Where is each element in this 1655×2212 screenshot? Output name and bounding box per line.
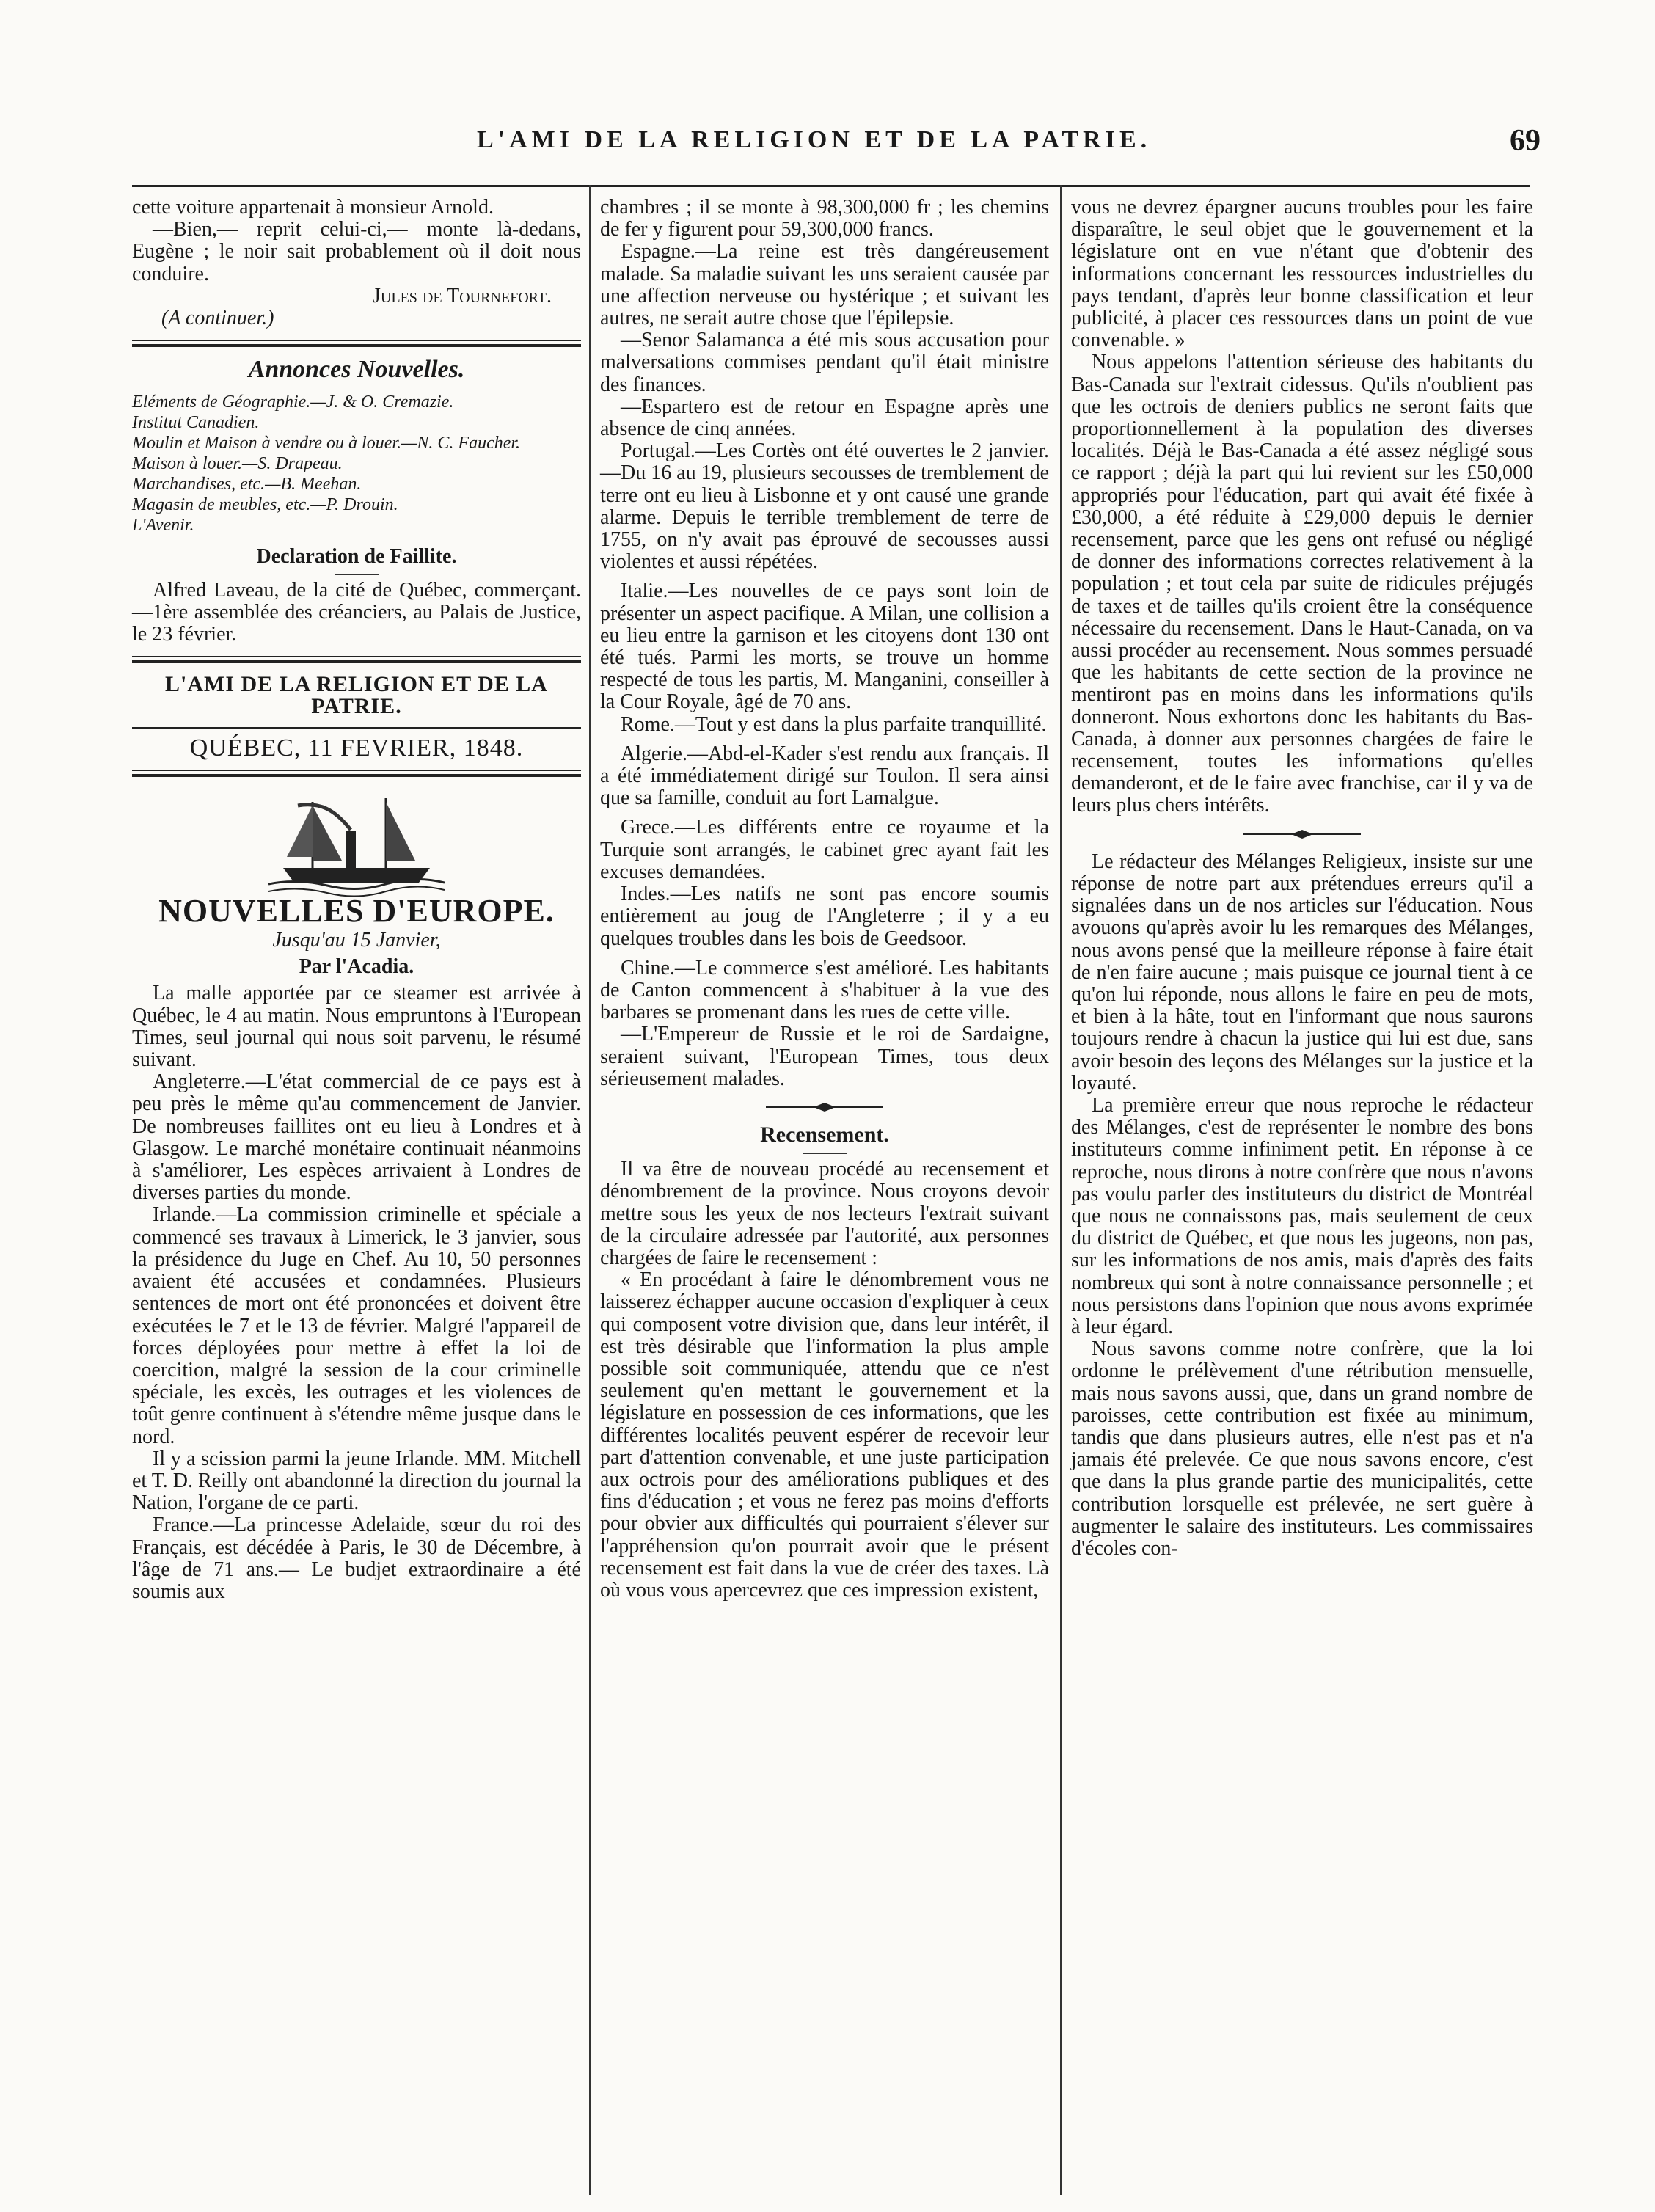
column-3: [1071, 197, 1533, 1560]
paragraph: Il va être de nouveau procédé au recensement et dénombrement de la province. Nous croyons devoir mettre sous les yeux de nos lecteurs l'extrait suivant de la circulaire adressée par l'autorité, aux personnes chargées de faire le recensement :: [600, 1158, 1049, 1269]
masthead: L'AMI DE LA RELIGION ET DE LA PATRIE.: [165, 672, 548, 719]
news-item-irlande: Irlande.—La commission criminelle et spéciale a commencé ses travaux à Limerick, le 3 janvier, sous la présidence du Juge en Chef. Au 10, 50 personnes avaient été accusées et condamnées. Plusieurs sentences de mort ont été prononcées et doivent être exécutées le 7 et le 13 de février. Malgré l'appareil de forces déployées pour mettre à effet la loi de coercition, malgré la session de la cour criminelle spéciale, les excès, les outrages et les violences de toût genre continuent à s'étendre même jusque dans le nord.: [132, 1203, 581, 1448]
paragraph: La première erreur que nous reproche le rédacteur des Mélanges, c'est de représenter le nombre des bons instituteurs comme infiniment petit. En réponse à ce reproche, nous dirons à notre confrère que nous n'avons pas voulu parler des instituteurs du district de Montréal que nous ne connaissons pas, mais seulement de ceux du district de Québec, et que nous les jugeons, non pas, sur les informations de nos amis, mais d'après des faits nombreux qui sont à notre connaissance personnelle ; et nous persistons dans l'opinion que nous avons exprimée à leur égard.: [1071, 1093, 1533, 1338]
news-item-indes: Indes.—Les natifs ne sont pas encore soumis entièrement au joug de l'Angleterre ; il y a eu quelques troubles dans les bois de Geedsoor.: [600, 883, 1049, 950]
census-heading: Recensement.: [760, 1122, 889, 1147]
column-2: [600, 197, 1049, 1602]
column-rule-1: [589, 185, 591, 2195]
paragraph: —Senor Salamanca a été mis sous accusation pour malversations commises pendant qu'il était ministre des finances.: [600, 329, 1049, 396]
section-rule: [132, 340, 581, 347]
dateline: QUÉBEC, 11 FEVRIER, 1848.: [189, 734, 524, 762]
news-item-italie: Italie.—Les nouvelles de ce pays sont loin de présenter un aspect pacifique. A Milan, une collision a eu lieu entre la garnison et les citoyens dont 130 ont été tués. Parmi les morts, se trouve un homme respecté de tous les partis, M. Manganini, conseiller à la Cour Royale, âgé de 70 ans.: [600, 580, 1049, 714]
short-separator: [803, 1153, 847, 1154]
short-separator: [335, 574, 379, 575]
paragraph: —Espartero est de retour en Espagne après une absence de cinq années.: [600, 395, 1049, 441]
news-item-algerie: Algerie.—Abd-el-Kader s'est rendu aux français. Il a été immédiatement dirigé sur Toulon. Il sera ainsi que sa famille, conduit au fort Lamalgue.: [600, 742, 1049, 810]
bankruptcy-notice: Alfred Laveau, de la cité de Québec, commerçant.—1ère assemblée des créanciers, au Palais de Justice, le 23 février.: [132, 578, 581, 646]
column-1: [132, 197, 581, 1603]
announcement-item: Marchandises, etc.—B. Meehan.: [132, 475, 362, 494]
paragraph: cette voiture appartenait à monsieur Arnold.: [132, 196, 494, 219]
paragraph: Nous savons comme notre confrère, que la loi ordonne le prélèvement d'une rétribution mensuelle, mais nous savons aussi, que, dans un grand nombre de paroisses, cette contribution est fixée au minimum, tandis que dans plusieurs autres, elle n'est pas et n'a jamais été prelevée. Ce que nous savons encore, c'est que dans la plus grande partie des municipalités, cette contribution lorsquelle est prélevée, ne sert guère à augmenter le salaire des instituteurs. Les commissaires d'écoles con-: [1071, 1337, 1533, 1560]
news-item-rome: Rome.—Tout y est dans la plus parfaite tranquillité.: [621, 712, 1047, 736]
announcement-item: Maison à louer.—S. Drapeau.: [132, 454, 343, 474]
ornament-divider-icon: [1243, 829, 1361, 839]
paragraph: La malle apportée par ce steamer est arrivée à Québec, le 4 au matin. Nous empruntons à l'European Times, seul journal qui nous soit parvenu, le résumé suivant.: [132, 982, 581, 1072]
bankruptcy-heading: Declaration de Faillite.: [256, 545, 457, 569]
europe-news-heading: NOUVELLES D'EUROPE.: [158, 892, 555, 929]
news-item-portugal: Portugal.—Les Cortès ont été ouvertes le 2 janvier.—Du 16 au 19, plusieurs secousses de tremblement de terre ont eu lieu à Lisbonne et y ont causé une grande alarme. Depuis le terrible tremblement de terre de 1755, on n'y avait pas éprouvé de secousses aussi violentes et aussi répétées.: [600, 439, 1049, 574]
header-rule: [132, 185, 1530, 187]
running-title: L'AMI DE LA RELIGION ET DE LA PATRIE.: [477, 126, 1152, 153]
steamship-icon: [268, 787, 445, 897]
news-item-espagne: Espagne.—La reine est très dangéreusement malade. Sa maladie suivant les uns seraient causée par une affection nerveuse ou hystérique ; et suivant les autres, ne serait autre chose que l'épilepsie.: [600, 240, 1049, 330]
paragraph: Le rédacteur des Mélanges Religieux, insiste sur une réponse de notre part aux prétendues erreurs qu'il a signalées dans un de nos articles sur l'éducation. Nous avouons qu'après avoir lu les remarques des Mélanges, nous avons pensé que la meilleure réponse à faire était de n'en faire aucune ; mais puisque ce journal tient à ce qu'on lui réponde, nous allons le faire en peu de mots, et bien à la hâte, tout en l'informant que nous saurons toujours rendre à chacun la justice qui lui est due, sans avoir besoin des leçons des Mélanges sur la justice et la loyauté.: [1071, 850, 1533, 1095]
section-rule: [132, 770, 581, 777]
announcement-item: Eléments de Géographie.—J. & O. Cremazie.: [132, 393, 454, 412]
section-rule: [132, 727, 581, 729]
paragraph: Il y a scission parmi la jeune Irlande. MM. Mitchell et T. D. Reilly ont abandonné la direction du journal la Nation, l'organe de ce parti.: [132, 1447, 581, 1515]
page-header: [132, 123, 1541, 167]
announcements-list: [132, 392, 581, 536]
announcement-item: Institut Canadien.: [132, 413, 260, 433]
census-quote: « En procédant à faire le dénombrement vous ne laisserez échapper aucune occasion d'expliquer à ceux qui composent votre division que, dans leur intérêt, il est très désirable que l'information la plus ample possible soit communiquée, attendu que ce n'est seulement qu'en mettant le gouvernement et la législature en possession de ces informations, que les différentes localités peuvent espérer de recevoir leur part d'attention convenable, et une juste participation aux octrois pour des améliorations publiques et des fins d'éducation ; et vous ne ferez pas moins d'efforts pour obvier aux difficultés qui pourraient s'élever sur l'appréhension qu'on pourrait avoir que le présent recensement est fait dans la vue de créer des taxes. Là où vous vous apercevrez que ces impression existent,: [600, 1269, 1049, 1602]
announcement-item: Moulin et Maison à vendre ou à louer.—N. C. Faucher.: [132, 434, 521, 453]
section-rule: [132, 656, 581, 663]
paragraph: —L'Empereur de Russie et le roi de Sardaigne, seraient suivant, l'European Times, tous deux sérieusement malades.: [600, 1023, 1049, 1090]
news-item-angleterre: Angleterre.—L'état commercial de ce pays est à peu près le même qu'au commencement de Janvier. De nombreuses faillites ont eu lieu à Londres et à Glasgow. Le marché monétaire continuait néanmoins à s'améliorer, Les espèces arrivaient à Londres de diverses parties du monde.: [132, 1070, 581, 1205]
paragraph: —Bien,— reprit celui-ci,— monte là-dedans, Eugène ; le noir sait probablement où il doit nous conduire.: [132, 218, 581, 285]
paragraph: Nous appelons l'attention sérieuse des habitants du Bas-Canada sur l'extrait cidessus. Qu'ils n'oublient pas que les octrois de deniers publics ne seront faits que proportionnellement à la population des diverses localités. Déjà le Bas-Canada a été assez négligé sous ce rapport ; déjà la part qui lui revient sur les £50,000 appropriés pour l'éducation, part qui avait été fixée à £30,000, a été réduite à £29,000 depuis le dernier recensement, parce que les gens ont refusé ou négligé de donner des informations correctes relativement à la population ; et tout cela par suite de ridicules préjugés de taxes et de tailles qu'ils croient être la conséquence nécessaire du recensement. Dans le Haut-Canada, on va aussi procéder au recensement. Nous sommes persuadé que les habitants de cette section de la province ne mentiront pas en moins dans les informations qu'ils donneront. Nous exhortons donc les habitants du Bas-Canada, à donner aux personnes chargées de faire le recensement, toutes les informations qu'elles demanderont, et de le faire avec franchise, car il y va de leurs plus chers intérêts.: [1071, 351, 1533, 817]
announcement-item: Magasin de meubles, etc.—P. Drouin.: [132, 495, 398, 515]
ornament-divider-icon: [766, 1102, 883, 1112]
news-date-range: Jusqu'au 15 Janvier,: [272, 929, 441, 952]
paragraph: vous ne devrez épargner aucuns troubles pour les faire disparaître, le seul objet que le gouvernement et la législature ont en vue n'étant que d'obtenir des informations concernant les ressources industrielles du pays tendant, d'après leur bonne classification et leur publicité, à placer ces ressources dans un point de vue convenable. »: [1071, 196, 1533, 352]
author-signature: Jules de Tournefort.: [373, 284, 552, 307]
announcement-item: L'Avenir.: [132, 516, 194, 536]
column-rule-2: [1060, 185, 1062, 2195]
announcements-heading: Annonces Nouvelles.: [248, 356, 465, 384]
page-number: 69: [1510, 124, 1541, 158]
continuation-note: (A continuer.): [161, 307, 274, 330]
news-item-chine: Chine.—Le commerce s'est amélioré. Les habitants de Canton commencent à s'habituer à la vue des barbares se promenant dans les rues de cette ville.: [600, 956, 1049, 1024]
paragraph: chambres ; il se monte à 98,300,000 fr ; les chemins de fer y figurent pour 59,300,000 francs.: [600, 196, 1049, 241]
news-item-grece: Grece.—Les différents entre ce royaume et la Turquie sont arrangés, le cabinet grec ayant fait les excuses demandées.: [600, 816, 1049, 883]
news-item-france: France.—La princesse Adelaide, sœur du roi des Français, est décédée à Paris, le 30 de Décembre, à l'âge de 71 ans.— Le budjet extraordinaire a été soumis aux: [132, 1514, 581, 1603]
news-source: Par l'Acadia.: [299, 955, 414, 979]
